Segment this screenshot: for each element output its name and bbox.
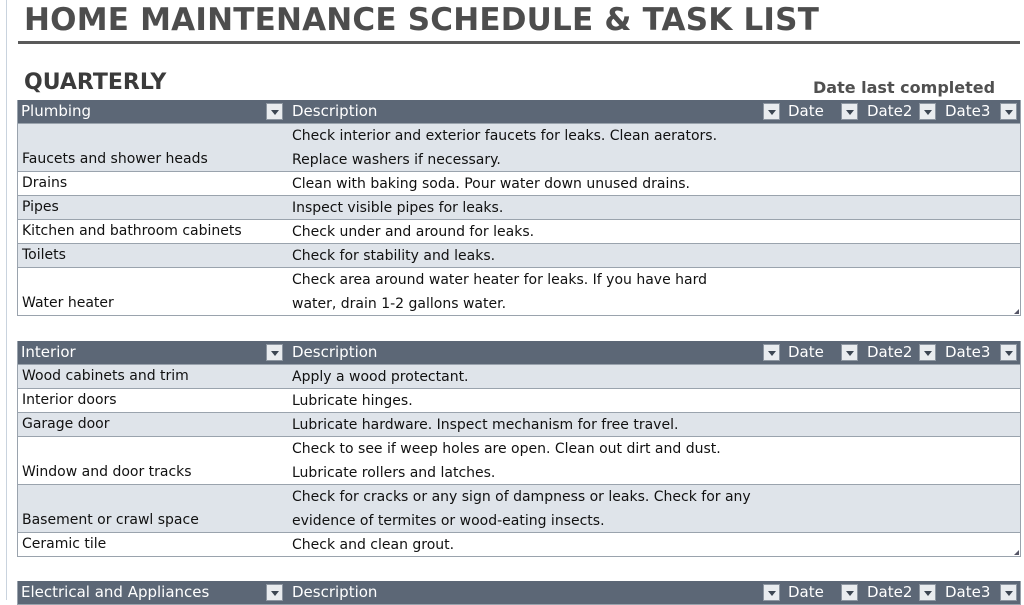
page-title: HOME MAINTENANCE SCHEDULE & TASK LIST xyxy=(24,2,820,38)
task-description xyxy=(292,389,792,413)
date-header: Date xyxy=(788,343,824,361)
table-row xyxy=(18,123,1020,171)
task-description xyxy=(292,172,792,196)
filter-dropdown-icon[interactable] xyxy=(1000,103,1017,120)
task-description-line: Check under and around for leaks. xyxy=(292,224,535,240)
section-title: QUARTERLY xyxy=(24,70,167,95)
filter-dropdown-icon[interactable] xyxy=(841,584,858,601)
filter-dropdown-icon[interactable] xyxy=(841,344,858,361)
table-row xyxy=(18,388,1020,412)
filter-dropdown-icon[interactable] xyxy=(763,103,780,120)
date-last-completed-caption: Date last completed xyxy=(813,78,996,97)
table-row xyxy=(18,412,1020,436)
task-description xyxy=(292,244,792,268)
task-item: Ceramic tile xyxy=(22,536,107,552)
category-header: Plumbing xyxy=(21,102,92,120)
table-header-row xyxy=(18,100,1020,123)
date-header: Date xyxy=(788,583,824,601)
description-header: Description xyxy=(292,343,378,361)
date2-header: Date2 xyxy=(867,102,913,120)
filter-dropdown-icon[interactable] xyxy=(266,584,283,601)
task-description-line: Lubricate hinges. xyxy=(292,393,413,409)
table-row xyxy=(18,267,1020,315)
filter-dropdown-icon[interactable] xyxy=(1000,584,1017,601)
task-description xyxy=(292,268,792,316)
task-description xyxy=(292,196,792,220)
task-description-line: Lubricate hardware. Inspect mechanism for free travel. xyxy=(292,417,679,433)
filter-dropdown-icon[interactable] xyxy=(919,344,936,361)
filter-dropdown-icon[interactable] xyxy=(919,103,936,120)
task-description xyxy=(292,220,792,244)
date2-header: Date2 xyxy=(867,583,913,601)
task-table-2 xyxy=(17,581,1021,605)
task-item: Water heater xyxy=(22,295,114,311)
task-item: Garage door xyxy=(22,416,110,432)
task-description-line: Apply a wood protectant. xyxy=(292,369,469,385)
table-resize-handle[interactable] xyxy=(1014,550,1019,555)
task-item: Kitchen and bathroom cabinets xyxy=(22,223,242,239)
table-row xyxy=(18,171,1020,195)
table-resize-handle[interactable] xyxy=(1014,309,1019,314)
table-row xyxy=(18,484,1020,532)
filter-dropdown-icon[interactable] xyxy=(763,584,780,601)
task-item: Wood cabinets and trim xyxy=(22,368,189,384)
date2-header: Date2 xyxy=(867,343,913,361)
table-header-row xyxy=(18,341,1020,364)
category-header: Electrical and Appliances xyxy=(21,583,210,601)
task-description xyxy=(292,533,792,557)
filter-dropdown-icon[interactable] xyxy=(266,344,283,361)
table-row xyxy=(18,219,1020,243)
table-row xyxy=(18,364,1020,388)
filter-dropdown-icon[interactable] xyxy=(841,103,858,120)
task-description-line: Check and clean grout. xyxy=(292,537,455,553)
filter-dropdown-icon[interactable] xyxy=(266,103,283,120)
task-description-line: Check area around water heater for leaks. If you have hard xyxy=(292,272,707,288)
task-description xyxy=(292,365,792,389)
description-header: Description xyxy=(292,102,378,120)
date3-header: Date3 xyxy=(945,583,991,601)
task-description-line: Check for cracks or any sign of dampness or leaks. Check for any xyxy=(292,489,751,505)
task-description xyxy=(292,124,792,172)
date3-header: Date3 xyxy=(945,343,991,361)
filter-dropdown-icon[interactable] xyxy=(919,584,936,601)
task-description-line: Check interior and exterior faucets for leaks. Clean aerators. xyxy=(292,128,718,144)
task-description xyxy=(292,413,792,437)
category-header: Interior xyxy=(21,343,76,361)
task-item: Faucets and shower heads xyxy=(22,151,208,167)
task-description xyxy=(292,437,792,485)
task-table-1 xyxy=(17,341,1021,557)
date-header: Date xyxy=(788,102,824,120)
table-row xyxy=(18,532,1020,556)
task-description-line: Clean with baking soda. Pour water down unused drains. xyxy=(292,176,690,192)
title-divider xyxy=(18,41,1020,44)
table-row xyxy=(18,436,1020,484)
table-header-row xyxy=(18,581,1020,604)
task-item: Pipes xyxy=(22,199,59,215)
sheet-left-border xyxy=(6,0,7,600)
filter-dropdown-icon[interactable] xyxy=(763,344,780,361)
date3-header: Date3 xyxy=(945,102,991,120)
task-description-line: Check to see if weep holes are open. Clean out dirt and dust. xyxy=(292,441,721,457)
task-description-line: evidence of termites or wood-eating insects. xyxy=(292,513,605,529)
task-table-0 xyxy=(17,100,1021,316)
task-item: Window and door tracks xyxy=(22,464,192,480)
task-item: Drains xyxy=(22,175,68,191)
table-row xyxy=(18,243,1020,267)
task-description-line: water, drain 1-2 gallons water. xyxy=(292,296,507,312)
filter-dropdown-icon[interactable] xyxy=(1000,344,1017,361)
task-description xyxy=(292,485,792,533)
task-item: Basement or crawl space xyxy=(22,512,199,528)
description-header: Description xyxy=(292,583,378,601)
task-item: Interior doors xyxy=(22,392,117,408)
table-row xyxy=(18,195,1020,219)
task-description-line: Replace washers if necessary. xyxy=(292,152,501,168)
task-description-line: Check for stability and leaks. xyxy=(292,248,496,264)
task-item: Toilets xyxy=(22,247,66,263)
task-description-line: Inspect visible pipes for leaks. xyxy=(292,200,504,216)
task-description-line: Lubricate rollers and latches. xyxy=(292,465,496,481)
